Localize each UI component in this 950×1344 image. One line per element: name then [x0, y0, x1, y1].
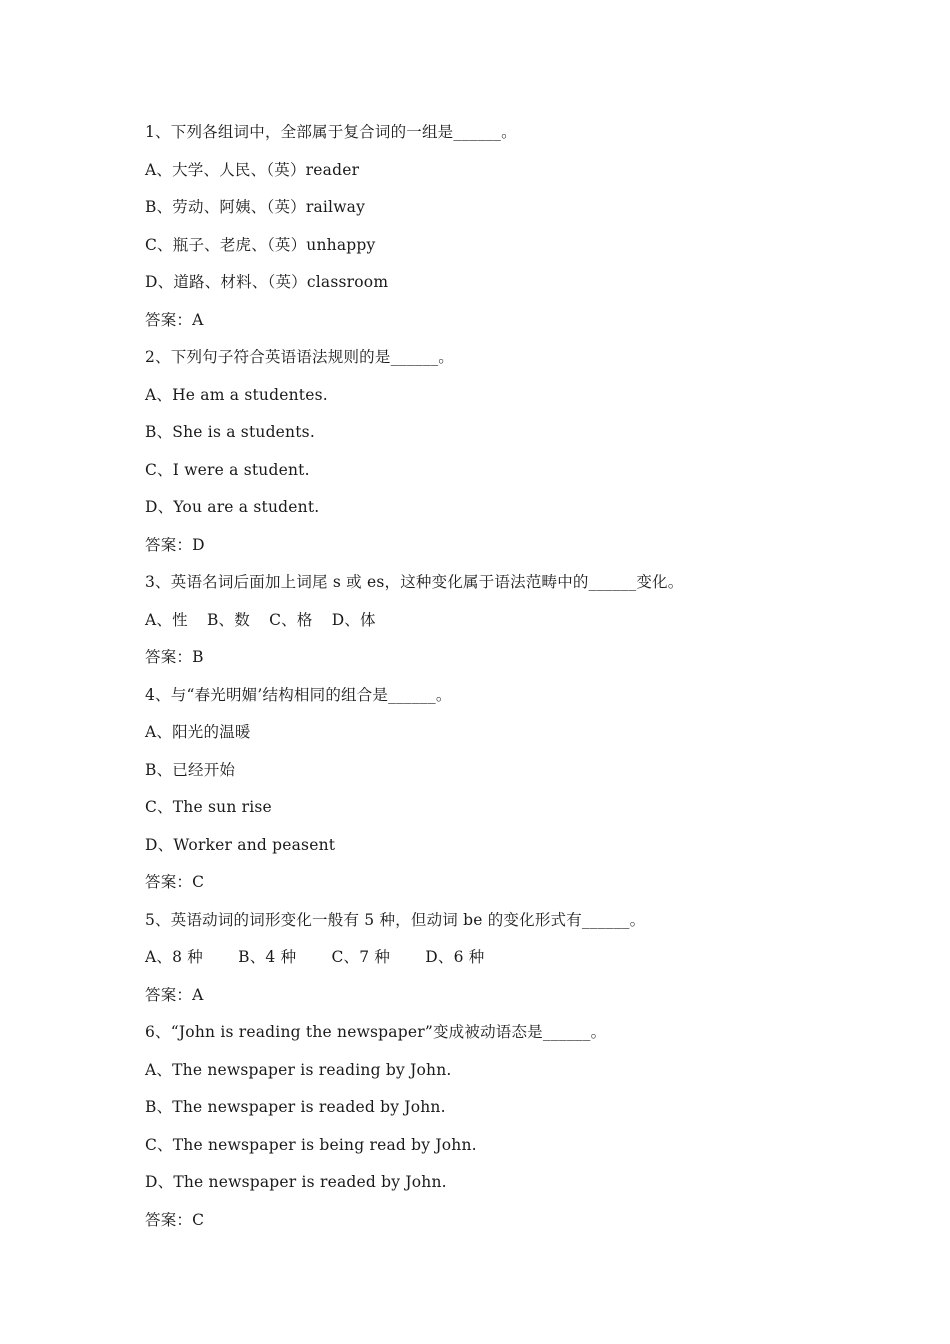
question-1-option-a: A、大学、人民、（英）reader: [145, 160, 360, 179]
question-5-answer: 答案：A: [145, 985, 204, 1004]
question-5-option-a: A、8 种: [145, 948, 203, 966]
question-2-option-d: D、You are a student.: [145, 498, 320, 516]
question-5-option-d: D、6 种: [425, 948, 485, 966]
document-body: [145, 118, 865, 1243]
question-5-stem: 5、英语动词的词形变化一般有 5 种，但动词 be 的变化形式有______。: [145, 910, 646, 929]
question-3-stem: 3、英语名词后面加上词尾 s 或 es，这种变化属于语法范畴中的______变化。: [145, 573, 684, 591]
question-3-options: [145, 606, 865, 644]
question-2-answer: 答案：D: [145, 535, 205, 554]
question-2-stem: 2、下列句子符合英语语法规则的是______。: [145, 348, 454, 366]
question-2-option-c: C、I were a student.: [145, 460, 310, 479]
question-4-option-b: B、已经开始: [145, 760, 236, 779]
question-3-answer: 答案：B: [145, 648, 204, 666]
question-6-option-d: D、The newspaper is readed by John.: [145, 1173, 447, 1191]
question-5-options: [145, 943, 865, 981]
question-6-stem: 6、“John is reading the newspaper”变成被动语态是______。: [145, 1023, 607, 1041]
question-1-option-d: D、道路、材料、（英）classroom: [145, 273, 389, 291]
question-6-answer: 答案：C: [145, 1210, 205, 1229]
question-4-answer: 答案：C: [145, 873, 205, 891]
question-1-answer: 答案：A: [145, 310, 204, 329]
question-1-option-c: C、瓶子、老虎、（英）unhappy: [145, 235, 376, 254]
question-3-option-a: A、性: [145, 610, 188, 629]
question-4-stem: 4、与“春光明媚’结构相同的组合是______。: [145, 685, 452, 704]
question-6-option-a: A、The newspaper is reading by John.: [145, 1060, 452, 1079]
question-3-option-d: D、体: [331, 610, 376, 629]
question-2-option-b: B、She is a students.: [145, 423, 315, 441]
question-6-option-c: C、The newspaper is being read by John.: [145, 1135, 477, 1154]
question-1-stem: 1、下列各组词中，全部属于复合词的一组是______。: [145, 123, 517, 141]
question-4-option-d: D、Worker and peasent: [145, 835, 336, 854]
question-4-option-c: C、The sun rise: [145, 798, 272, 816]
question-2-option-a: A、He am a studentes.: [145, 385, 328, 404]
question-3-option-b: B、数: [206, 610, 250, 629]
question-1-option-b: B、劳动、阿姨、（英）railway: [145, 198, 366, 216]
question-5-option-c: C、7 种: [331, 948, 391, 966]
question-3-option-c: C、格: [269, 610, 313, 629]
question-5-option-b: B、4 种: [238, 948, 297, 966]
question-6-option-b: B、The newspaper is readed by John.: [145, 1098, 446, 1116]
question-4-option-a: A、阳光的温暖: [145, 723, 251, 741]
